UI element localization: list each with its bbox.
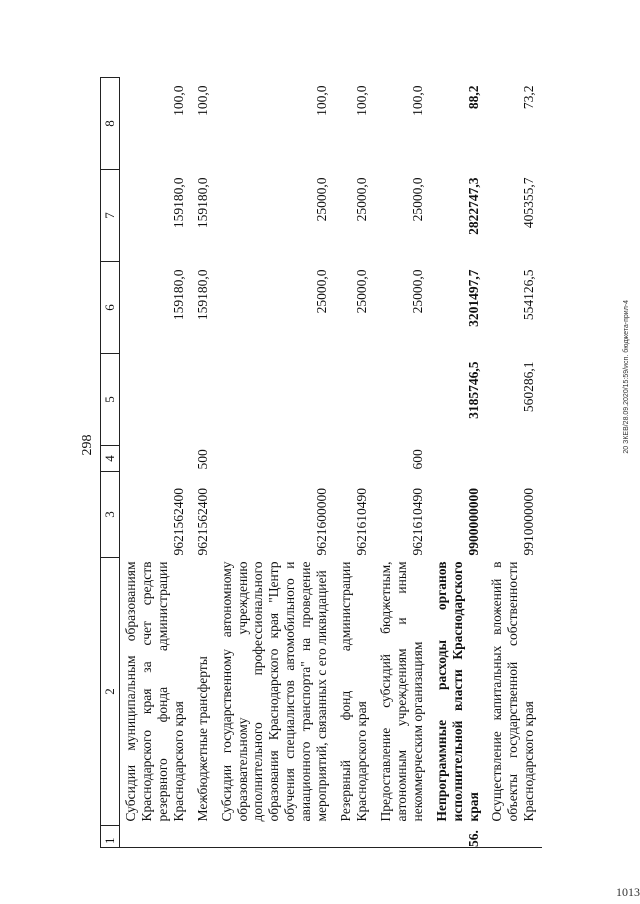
row-value-col5	[216, 354, 335, 446]
table-row	[192, 78, 216, 848]
col-header-3: 3	[101, 472, 120, 558]
row-value-col8: 100,0	[409, 85, 425, 116]
col-header-2: 2	[101, 558, 120, 826]
row-value-col8: 100,0	[170, 85, 186, 116]
row-value-col8: 88,2	[465, 85, 481, 110]
row-ordinal	[335, 826, 375, 848]
row-expense-type: 500	[194, 449, 210, 470]
row-value-col7: 159180,0	[194, 177, 210, 229]
page-number: 298	[80, 434, 95, 456]
row-value-col6: 25000,0	[353, 269, 369, 314]
row-description: Субсидии государственному автономному образовательному учреждению дополнительного профессионального образования Краснодарского края "Центр обучения специалистов автомобильного и авиационного транспорта" на проведение мероприятий, связанных с его ликвидацией	[218, 561, 330, 822]
row-ordinal	[192, 826, 216, 848]
row-value-col5	[335, 354, 375, 446]
row-target-code: 9621562400	[170, 488, 186, 556]
row-expense-type	[216, 446, 335, 472]
row-value-col8: 73,2	[521, 85, 537, 110]
row-value-col7: 159180,0	[170, 177, 186, 229]
row-value-col5	[120, 354, 192, 446]
row-description: Субсидии муниципальным образованиям Краснодарского края за счет средств резервного фонда администрации Краснодарского края	[123, 561, 186, 822]
col-header-1: 1	[101, 826, 120, 848]
row-target-code: 9621562400	[194, 488, 210, 556]
table-body	[120, 78, 543, 848]
table-row	[375, 78, 431, 848]
row-description: Предоставление субсидий бюджетным, автономным учреждениям и иным некоммерческим организациям	[377, 561, 425, 822]
row-value-col6: 3201497,7	[465, 269, 481, 327]
row-expense-type	[486, 446, 542, 472]
row-target-code: 9910000000	[521, 488, 537, 556]
table-row	[335, 78, 375, 848]
table-row	[486, 78, 542, 848]
table-header-row	[101, 78, 120, 848]
row-value-col5	[375, 354, 431, 446]
row-value-col8: 100,0	[353, 85, 369, 116]
row-value-col7: 405355,7	[521, 177, 537, 229]
row-ordinal: 56.	[465, 830, 481, 847]
row-value-col7: 25000,0	[314, 177, 330, 222]
sheet-number: 1013	[616, 885, 640, 899]
row-value-col7: 25000,0	[353, 177, 369, 222]
row-ordinal	[486, 826, 542, 848]
row-expense-type: 600	[409, 449, 425, 470]
budget-table-rotated	[100, 78, 537, 848]
col-header-4: 4	[101, 446, 120, 472]
document-stamp: 20 ЗКЕВ/28.09.2020/15:59/исп. бюджета-прил-4	[623, 300, 630, 454]
row-value-col5: 3185746,5	[465, 361, 481, 419]
row-target-code: 9900000000	[465, 488, 481, 556]
row-expense-type	[120, 446, 192, 472]
row-expense-type	[431, 446, 487, 472]
row-value-col5	[192, 354, 216, 446]
col-header-5: 5	[101, 354, 120, 446]
row-value-col6: 159180,0	[170, 269, 186, 321]
row-description: Резервный фонд администрации Краснодарского края	[338, 561, 369, 822]
row-ordinal	[375, 826, 431, 848]
row-value-col6: 159180,0	[194, 269, 210, 321]
row-target-code: 9621600000	[314, 488, 330, 556]
row-value-col8: 100,0	[314, 85, 330, 116]
row-ordinal	[120, 826, 192, 848]
row-value-col6: 25000,0	[409, 269, 425, 314]
table-row	[431, 78, 487, 848]
col-header-7: 7	[101, 170, 120, 262]
table-row	[216, 78, 335, 848]
budget-table	[100, 77, 542, 848]
row-target-code: 9621610490	[409, 488, 425, 556]
col-header-6: 6	[101, 262, 120, 354]
row-value-col8: 100,0	[194, 85, 210, 116]
row-value-col5: 560286,1	[521, 361, 537, 413]
row-target-code: 9621610490	[353, 488, 369, 556]
row-value-col7: 25000,0	[409, 177, 425, 222]
row-description: Осуществление капитальных вложений в объекты государственной собственности Краснодарского края	[489, 561, 537, 822]
row-value-col6: 554126,5	[521, 269, 537, 321]
row-expense-type	[335, 446, 375, 472]
row-description: Межбюджетные трансферты	[194, 656, 210, 822]
row-description: Непрограммные расходы органов исполнительной власти Краснодарского края	[433, 561, 481, 822]
row-value-col6: 25000,0	[314, 269, 330, 314]
row-value-col7: 2822747,3	[465, 177, 481, 235]
row-ordinal	[216, 826, 335, 848]
col-header-8: 8	[101, 78, 120, 170]
table-row	[120, 78, 192, 848]
